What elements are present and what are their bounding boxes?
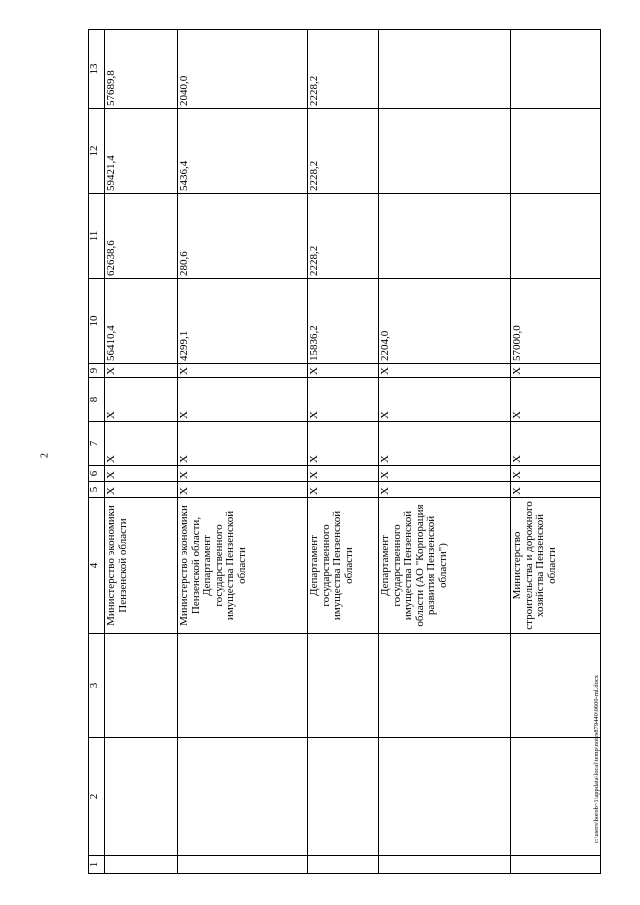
executor-cell: Министерство экономики Пензенской области [105,498,178,634]
budget-table [88,30,586,874]
empty-cell [178,634,308,738]
empty-cell [105,738,178,856]
column-number: 12 [89,109,105,194]
amount-cell: 62638,6 [105,194,178,279]
amount-cell [511,194,601,279]
empty-cell [308,634,379,738]
x-mark-cell: X [178,378,308,422]
column-number: 4 [89,498,105,634]
amount-cell [379,194,511,279]
amount-cell: 57000,0 [511,279,601,364]
executor-cell: Министерство экономики Пензенской области, Департамент государственного имущества Пензенской области [178,498,308,634]
column-number: 7 [89,422,105,466]
column-number: 2 [89,738,105,856]
x-mark-cell: X [105,466,178,482]
amount-cell: 5436,4 [178,109,308,194]
column-number-row [89,30,105,874]
empty-cell [379,634,511,738]
x-mark-cell: X [178,482,308,498]
amount-cell: 2228,2 [308,109,379,194]
x-mark-cell: X [511,482,601,498]
amount-cell [379,109,511,194]
x-mark-cell: X [511,364,601,378]
amount-cell: 2040,0 [178,30,308,109]
amount-cell [511,30,601,109]
x-mark-cell: X [511,378,601,422]
empty-cell [308,856,379,874]
column-number: 10 [89,279,105,364]
x-mark-cell: X [379,422,511,466]
x-mark-cell: X [308,466,379,482]
empty-cell [178,738,308,856]
amount-cell: 2204,0 [379,279,511,364]
column-number: 9 [89,364,105,378]
x-mark-cell: X [178,364,308,378]
table-row [511,30,601,874]
column-number: 3 [89,634,105,738]
column-number: 5 [89,482,105,498]
column-number: 13 [89,30,105,109]
table-row [178,30,308,874]
column-number: 11 [89,194,105,279]
table-body [89,30,601,874]
empty-cell [105,634,178,738]
amount-cell: 15836,2 [308,279,379,364]
amount-cell: 2228,2 [308,30,379,109]
x-mark-cell: X [308,364,379,378]
x-mark-cell: X [178,422,308,466]
amount-cell: 57689,8 [105,30,178,109]
table-row [308,30,379,874]
empty-cell [379,856,511,874]
empty-cell [379,738,511,856]
executor-cell: Департамент государственного имущества Пензенской области (АО "Корпорация развития Пензенской области") [379,498,511,634]
empty-cell [511,856,601,874]
x-mark-cell: X [105,364,178,378]
executor-cell: Министерство строительства и дорожного хозяйства Пензенской области [511,498,601,634]
empty-cell [308,738,379,856]
x-mark-cell: X [105,482,178,498]
amount-cell: 56410,4 [105,279,178,364]
empty-cell [105,856,178,874]
footer-file-path-text: c:\users\borob~1\appdata\local\temp\notes879440\0600-ml.docx [593,675,600,843]
column-number: 1 [89,856,105,874]
x-mark-cell: X [511,466,601,482]
table-row [379,30,511,874]
x-mark-cell: X [379,378,511,422]
x-mark-cell: X [178,466,308,482]
column-number: 8 [89,378,105,422]
page-number: 2 [39,453,51,458]
x-mark-cell: X [308,482,379,498]
executor-cell: Департамент государственного имущества Пензенской области [308,498,379,634]
budget-table-grid [88,29,601,874]
amount-cell: 4299,1 [178,279,308,364]
x-mark-cell: X [511,422,601,466]
x-mark-cell: X [308,422,379,466]
amount-cell: 2228,2 [308,194,379,279]
amount-cell: 59421,4 [105,109,178,194]
x-mark-cell: X [105,422,178,466]
x-mark-cell: X [379,466,511,482]
empty-cell [511,634,601,738]
empty-cell [178,856,308,874]
x-mark-cell: X [308,378,379,422]
amount-cell [511,109,601,194]
amount-cell [379,30,511,109]
table-row [105,30,178,874]
x-mark-cell: X [379,482,511,498]
empty-cell [511,738,601,856]
amount-cell: 280,6 [178,194,308,279]
x-mark-cell: X [105,378,178,422]
column-number: 6 [89,466,105,482]
x-mark-cell: X [379,364,511,378]
